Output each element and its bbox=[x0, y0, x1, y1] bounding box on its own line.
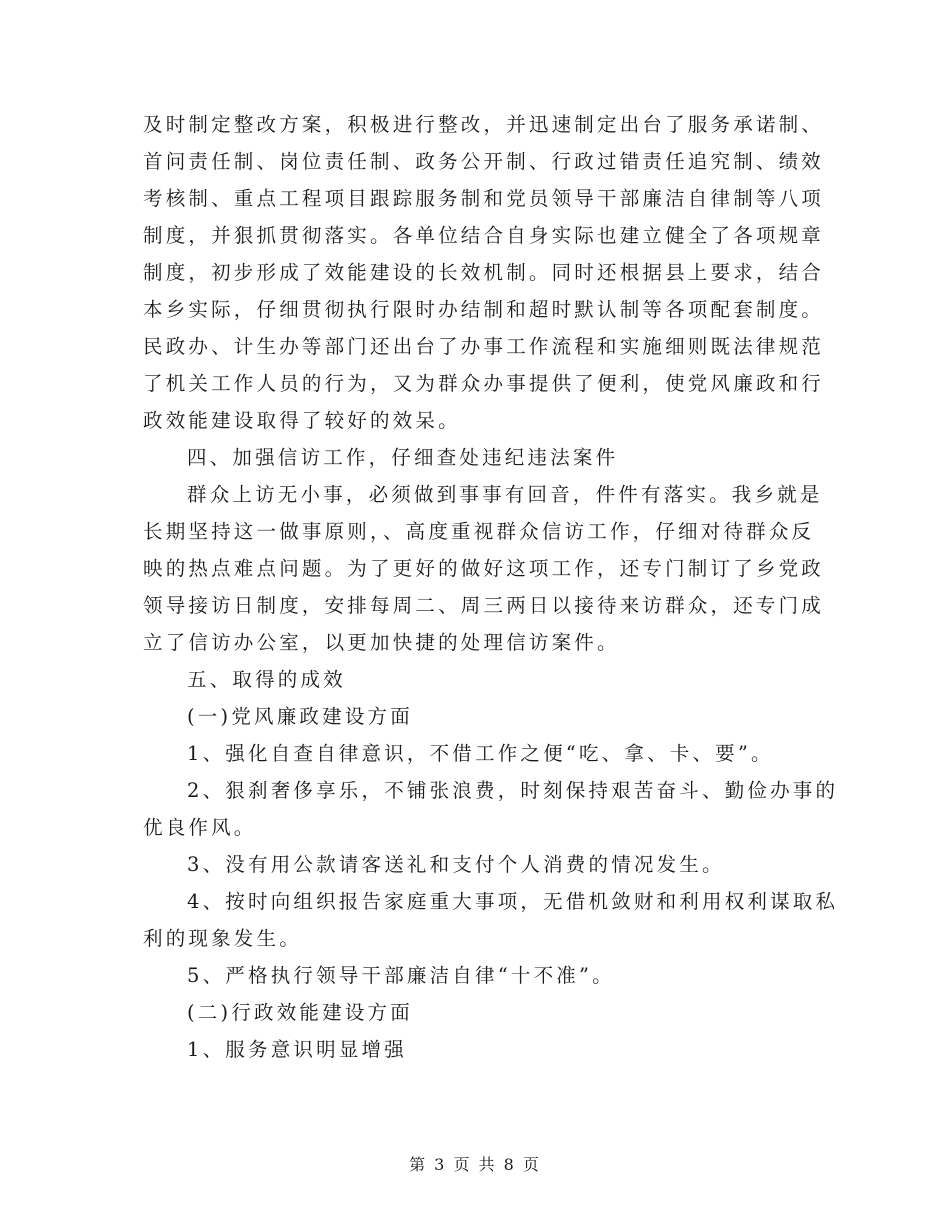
text-line: 考核制、重点工程项目跟踪服务制和党员领导干部廉洁自律制等八项 bbox=[143, 187, 825, 210]
item-ten-prohibitions bbox=[143, 957, 815, 994]
text-line: 政效能建设取得了较好的效呆。 bbox=[143, 409, 461, 432]
item-self-discipline bbox=[143, 735, 815, 772]
text-line: 领导接访日制度，安排每周二、周三两日以接待来访群众，还专门成 bbox=[143, 594, 825, 617]
text-line: 首问责任制、岗位责任制、政务公开制、行政过错责任追究制、绩效 bbox=[143, 150, 825, 173]
text-line: 制度，并狠抓贯彻落实。各单位结合自身实际也建立健全了各项规章 bbox=[143, 224, 825, 247]
text-line: (二)行政效能建设方面 bbox=[187, 1001, 413, 1024]
text-line: 了机关工作人员的行为，又为群众办事提供了便利，使党风廉政和行 bbox=[143, 372, 825, 395]
subheading-administrative-efficiency bbox=[143, 994, 815, 1031]
text-line: 群众上访无小事，必须做到事事有回音，件件有落实。我乡就是 bbox=[187, 483, 823, 506]
item-service-awareness bbox=[143, 1031, 815, 1068]
text-line: 1、服务意识明显增强 bbox=[187, 1038, 407, 1061]
paragraph-petitions bbox=[143, 476, 825, 661]
subheading-party-conduct bbox=[143, 698, 815, 735]
text-line: 民政办、计生办等部门还出台了办事工作流程和实施细则既法律规范 bbox=[143, 335, 825, 358]
text-line: 2、狠刹奢侈享乐，不铺张浪费，时刻保持艰苦奋斗、勤俭办事的 bbox=[187, 779, 839, 802]
text-line: 优良作风。 bbox=[143, 816, 257, 839]
text-line: 立了信访办公室，以更加快捷的处理信访案件。 bbox=[143, 631, 620, 654]
text-line: 及时制定整改方案，积极进行整改，并迅速制定出台了服务承诺制、 bbox=[143, 113, 825, 136]
document-body bbox=[143, 106, 839, 1068]
text-line: 4、按时向组织报告家庭重大事项，无借机敛财和利用权利谋取私 bbox=[187, 890, 839, 913]
item-reporting bbox=[143, 883, 839, 957]
page-number: 第 3 页 共 8 页 bbox=[409, 1155, 541, 1174]
text-line: 3、没有用公款请客送礼和支付个人消费的情况发生。 bbox=[187, 853, 725, 876]
text-line: 四、加强信访工作，仔细查处违纪违法案件 bbox=[187, 446, 619, 469]
page-footer bbox=[0, 1152, 950, 1175]
text-line: 长期坚持这一做事原则，、高度重视群众信访工作，仔细对待群众反 bbox=[143, 520, 815, 543]
paragraph-reform-system bbox=[143, 106, 825, 439]
text-line: 映的热点难点问题。为了更好的做好这项工作，还专门制订了乡党政 bbox=[143, 557, 825, 580]
item-frugality bbox=[143, 772, 839, 846]
text-line: 5、严格执行领导干部廉洁自律“十不准”。 bbox=[187, 964, 615, 987]
text-line: 利的现象发生。 bbox=[143, 927, 302, 950]
text-line: 制度，初步形成了效能建设的长效机制。同时还根据县上要求，结合 bbox=[143, 261, 825, 284]
heading-section-five bbox=[143, 661, 815, 698]
item-public-funds bbox=[143, 846, 815, 883]
text-line: 本乡实际，仔细贯彻执行限时办结制和超时默认制等各项配套制度。 bbox=[143, 298, 825, 321]
text-line: 1、强化自查自律意识，不借工作之便“吃、拿、卡、要”。 bbox=[187, 742, 774, 765]
heading-section-four bbox=[143, 439, 815, 476]
text-line: (一)党风廉政建设方面 bbox=[187, 705, 413, 728]
text-line: 五、取得的成效 bbox=[187, 668, 346, 691]
